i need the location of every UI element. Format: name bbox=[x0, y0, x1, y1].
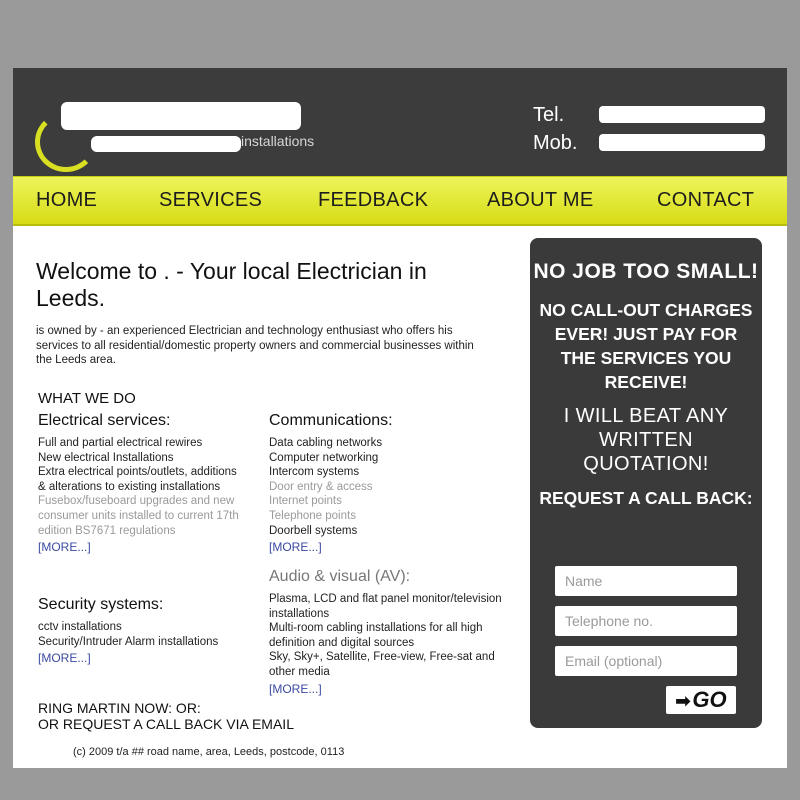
call-to-action-email: OR REQUEST A CALL BACK VIA EMAIL bbox=[38, 716, 294, 732]
list-item: cctv installations bbox=[38, 621, 122, 633]
callback-sidebar bbox=[530, 238, 762, 728]
main-navigation bbox=[13, 176, 787, 226]
security-more-link[interactable]: [MORE...] bbox=[38, 651, 91, 666]
nav-feedback[interactable]: FEEDBACK bbox=[318, 189, 429, 211]
list-item: Telephone points bbox=[269, 509, 356, 522]
list-item: Sky, Sky+, Satellite, Free-view, Free-sat and other media bbox=[269, 651, 495, 678]
list-item: Extra electrical points/outlets, additions & alterations to existing installations bbox=[38, 466, 237, 493]
list-item: Multi-room cabling installations for all high definition and digital sources bbox=[269, 622, 483, 649]
list-item: Fusebox/fuseboard upgrades and new consumer units installed to current 17th edition BS7671 regulations bbox=[38, 495, 239, 537]
mobile-number-redacted[interactable] bbox=[599, 134, 765, 151]
list-item: Data cabling networks bbox=[269, 437, 383, 449]
communications-section bbox=[269, 412, 459, 556]
email-field[interactable] bbox=[555, 646, 737, 676]
service-list bbox=[269, 436, 459, 538]
sidebar-heading-beat-quote: I WILL BEAT ANY WRITTEN QUOTATION! bbox=[563, 405, 729, 475]
electrical-more-link[interactable]: [MORE...] bbox=[38, 540, 91, 555]
telephone-number-redacted[interactable] bbox=[599, 106, 765, 123]
what-we-do-heading: WHAT WE DO bbox=[38, 390, 136, 407]
nav-services[interactable]: SERVICES bbox=[159, 189, 263, 211]
arrow-right-icon: ➡ bbox=[675, 691, 691, 711]
request-callback-title: REQUEST A CALL BACK: bbox=[539, 488, 753, 508]
section-title: Electrical services: bbox=[38, 412, 171, 429]
section-title: Audio & visual (AV): bbox=[269, 568, 411, 585]
service-list bbox=[269, 592, 504, 680]
list-item: Plasma, LCD and flat panel monitor/television installations bbox=[269, 593, 502, 620]
footer-copyright: (c) 2009 t/a ## road name, area, Leeds, postcode, 0113 bbox=[73, 746, 345, 758]
company-logo[interactable] bbox=[31, 98, 321, 168]
list-item: Intercom systems bbox=[269, 466, 360, 479]
list-item: Computer networking bbox=[269, 451, 379, 464]
mobile-label: Mob. bbox=[533, 132, 578, 154]
nav-home[interactable]: HOME bbox=[36, 189, 98, 211]
list-item: Internet points bbox=[269, 495, 342, 508]
telephone-label: Tel. bbox=[533, 104, 565, 126]
go-submit-button[interactable] bbox=[666, 686, 736, 714]
communications-more-link[interactable]: [MORE...] bbox=[269, 540, 322, 555]
go-label: GO bbox=[692, 687, 727, 712]
redacted-logo-name bbox=[61, 102, 301, 130]
sidebar-heading-no-job-too-small: NO JOB TOO SMALL! bbox=[533, 260, 759, 283]
redacted-logo-subtitle bbox=[91, 136, 241, 152]
site-header bbox=[13, 68, 787, 176]
audio-visual-section bbox=[269, 568, 504, 698]
list-item: Full and partial electrical rewires bbox=[38, 437, 203, 449]
sidebar-heading-no-callout: NO CALL-OUT CHARGES EVER! JUST PAY FOR THE SERVICES YOU RECEIVE! bbox=[539, 300, 753, 392]
service-list bbox=[38, 436, 243, 538]
section-title: Communications: bbox=[269, 412, 393, 429]
logo-tagline: installations bbox=[241, 133, 315, 149]
nav-about-me[interactable]: ABOUT ME bbox=[487, 189, 594, 211]
page-title: Welcome to . - Your local Electrician in Leeds. bbox=[36, 258, 427, 311]
website-page bbox=[13, 68, 787, 768]
name-field[interactable] bbox=[555, 566, 737, 596]
list-item: Door entry & access bbox=[269, 480, 373, 493]
security-systems-section bbox=[38, 596, 258, 667]
nav-contact[interactable]: CONTACT bbox=[657, 189, 755, 211]
section-title: Security systems: bbox=[38, 596, 164, 613]
list-item: New electrical Installations bbox=[38, 451, 174, 464]
list-item: Security/Intruder Alarm installations bbox=[38, 635, 219, 648]
list-item: Doorbell systems bbox=[269, 524, 358, 537]
intro-paragraph: is owned by - an experienced Electrician and technology enthusiast who offers his services to all residential/domestic property owners and commercial businesses within the Leeds area. bbox=[36, 325, 474, 366]
call-to-action-phone: RING MARTIN NOW: OR: bbox=[38, 700, 201, 716]
service-list bbox=[38, 620, 258, 649]
telephone-field[interactable] bbox=[555, 606, 737, 636]
electrical-services-section bbox=[38, 412, 243, 556]
av-more-link[interactable]: [MORE...] bbox=[269, 681, 322, 696]
